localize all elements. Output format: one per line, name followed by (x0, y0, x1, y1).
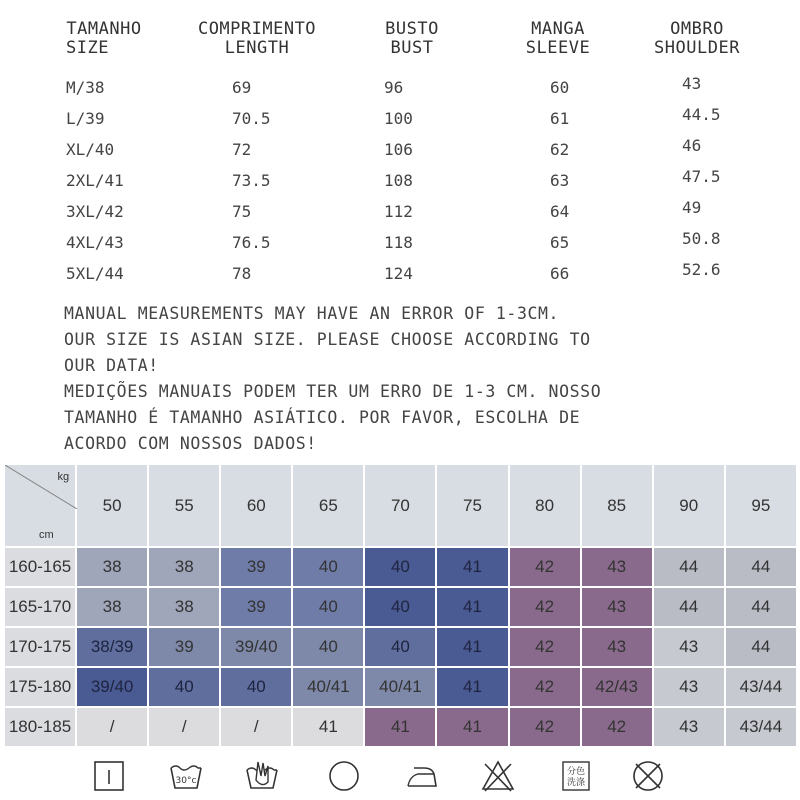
hand-wash-icon (92, 758, 128, 794)
size-cell: 41 (436, 587, 508, 627)
size-chart-cell: 69 (232, 78, 252, 97)
size-cell: 40 (292, 547, 364, 587)
height-row (4, 627, 797, 667)
size-cell: 40/41 (292, 667, 364, 707)
corner-cell (4, 464, 76, 547)
size-cell: 40 (364, 627, 436, 667)
size-chart-cell: 2XL/41 (66, 171, 124, 190)
size-cell: 43 (653, 627, 725, 667)
size-chart-cell: XL/40 (66, 140, 115, 159)
size-chart-cell: 50.8 (682, 229, 721, 248)
size-cell: 40/41 (364, 667, 436, 707)
size-chart-cell: 76.5 (232, 233, 271, 252)
size-cell: 40 (220, 667, 292, 707)
size-cell: 40 (364, 587, 436, 627)
tumble-dry-icon (326, 758, 362, 794)
size-cell: 43 (581, 547, 653, 587)
size-cell: 42 (509, 667, 581, 707)
size-cell: / (76, 707, 148, 747)
size-cell: 38 (76, 547, 148, 587)
hand-wash-tub-icon (244, 758, 280, 794)
size-cell: 44 (653, 547, 725, 587)
care-icons-bar (0, 752, 800, 800)
header-bust-en: BUST (390, 38, 434, 58)
size-cell: 39/40 (76, 667, 148, 707)
size-cell: 38/39 (76, 627, 148, 667)
size-cell: 41 (436, 707, 508, 747)
size-cell: 42 (509, 627, 581, 667)
header-shoulder (632, 20, 762, 58)
size-cell: 40 (364, 547, 436, 587)
separate-wash-line2: 洗涤 (566, 778, 586, 788)
weight-header-cell: 90 (653, 464, 725, 547)
size-cell: 38 (148, 587, 220, 627)
note-line-5: TAMANHO É TAMANHO ASIÁTICO. POR FAVOR, ESCOLHA DE (64, 408, 581, 427)
size-cell: 42 (509, 587, 581, 627)
size-cell: 42 (509, 547, 581, 587)
size-cell: 43/44 (725, 667, 797, 707)
size-cell: 41 (436, 547, 508, 587)
weight-height-grid (3, 463, 798, 748)
size-chart-cell: M/38 (66, 78, 105, 97)
size-cell: 40 (292, 627, 364, 667)
size-chart-cell: 60 (550, 78, 570, 97)
size-chart-cell: 44.5 (682, 105, 721, 124)
weight-header-cell: 55 (148, 464, 220, 547)
height-row (4, 707, 797, 747)
weight-header-cell: 85 (581, 464, 653, 547)
size-chart-cell: 3XL/42 (66, 202, 124, 221)
size-cell: / (148, 707, 220, 747)
wash-30c-icon (168, 758, 204, 794)
size-cell: 42/43 (581, 667, 653, 707)
size-chart-cell: 96 (384, 78, 404, 97)
weight-header-cell: 80 (509, 464, 581, 547)
header-sleeve (508, 20, 608, 58)
size-cell: 40 (148, 667, 220, 707)
size-chart-cell: 46 (682, 136, 702, 155)
size-cell: 43 (581, 587, 653, 627)
size-cell: 39 (220, 587, 292, 627)
weight-header-cell: 95 (725, 464, 797, 547)
size-cell: / (220, 707, 292, 747)
size-cell: 43 (653, 707, 725, 747)
height-row (4, 547, 797, 587)
weight-header-cell: 70 (364, 464, 436, 547)
header-size-en: SIZE (66, 38, 109, 58)
size-chart-cell: 78 (232, 264, 252, 283)
size-cell: 44 (653, 587, 725, 627)
size-chart-cell: L/39 (66, 109, 105, 128)
size-chart-cell: 70.5 (232, 109, 271, 128)
header-shoulder-pt: OMBRO (670, 19, 724, 39)
size-cell: 43 (653, 667, 725, 707)
size-chart-cell: 108 (384, 171, 413, 190)
size-cell: 44 (725, 547, 797, 587)
size-cell: 41 (364, 707, 436, 747)
size-chart-cell: 66 (550, 264, 570, 283)
header-sleeve-en: SLEEVE (525, 38, 591, 58)
size-chart-cell: 49 (682, 198, 702, 217)
note-line-2: OUR SIZE IS ASIAN SIZE. PLEASE CHOOSE ACCORDING TO (64, 330, 591, 349)
height-label: 180-185 (4, 707, 76, 747)
header-size-pt: TAMANHO (66, 19, 142, 39)
size-cell: 38 (76, 587, 148, 627)
size-cell: 42 (509, 707, 581, 747)
size-chart-cell: 64 (550, 202, 570, 221)
size-chart-cell: 118 (384, 233, 413, 252)
size-chart-cell: 112 (384, 202, 413, 221)
size-cell: 43 (581, 627, 653, 667)
size-chart-cell: 4XL/43 (66, 233, 124, 252)
separate-wash-icon (558, 758, 594, 794)
size-chart-cell: 65 (550, 233, 570, 252)
size-chart-cell: 47.5 (682, 167, 721, 186)
note-line-3: OUR DATA! (64, 356, 159, 375)
height-label: 175-180 (4, 667, 76, 707)
corner-kg-label: kg (57, 471, 70, 483)
header-bust (372, 20, 452, 58)
no-bleach-icon (480, 758, 516, 794)
size-chart-cell: 100 (384, 109, 413, 128)
size-chart-cell: 43 (682, 74, 702, 93)
size-chart-cell: 61 (550, 109, 570, 128)
height-row (4, 587, 797, 627)
size-cell: 43/44 (725, 707, 797, 747)
size-chart-cell: 124 (384, 264, 413, 283)
header-length-en: LENGTH (224, 38, 290, 58)
header-length-pt: COMPRIMENTO (197, 19, 317, 39)
size-chart-cell: 62 (550, 140, 570, 159)
size-cell: 39 (220, 547, 292, 587)
header-size (46, 20, 162, 58)
size-cell: 42 (581, 707, 653, 747)
size-cell: 40 (292, 587, 364, 627)
wash-temp-label: 30°c (175, 776, 197, 786)
weight-header-cell: 60 (220, 464, 292, 547)
size-cell: 41 (292, 707, 364, 747)
size-cell: 44 (725, 627, 797, 667)
size-recommendation-table (3, 463, 798, 748)
weight-header-cell: 75 (436, 464, 508, 547)
header-shoulder-en: SHOULDER (654, 38, 740, 58)
size-chart-cell: 72 (232, 140, 252, 159)
size-chart-cell: 52.6 (682, 260, 721, 279)
corner-cm-label: cm (39, 529, 54, 542)
weight-header-row (4, 464, 797, 547)
weight-header-cell: 50 (76, 464, 148, 547)
note-line-4: MEDIÇÕES MANUAIS PODEM TER UM ERRO DE 1-3 CM. NOSSO (64, 382, 602, 401)
size-cell: 41 (436, 627, 508, 667)
header-length (172, 20, 342, 58)
size-cell: 44 (725, 587, 797, 627)
height-label: 165-170 (4, 587, 76, 627)
size-cell: 38 (148, 547, 220, 587)
size-chart-cell: 5XL/44 (66, 264, 124, 283)
weight-header-cell: 65 (292, 464, 364, 547)
size-chart-cell: 75 (232, 202, 252, 221)
iron-icon (404, 758, 440, 794)
size-chart-cell: 106 (384, 140, 413, 159)
size-cell: 41 (436, 667, 508, 707)
note-line-1: MANUAL MEASUREMENTS MAY HAVE AN ERROR OF 1-3CM. (64, 304, 560, 323)
size-cell: 39/40 (220, 627, 292, 667)
height-row (4, 667, 797, 707)
separate-wash-line1: 分色 (566, 767, 586, 777)
header-sleeve-pt: MANGA (531, 19, 585, 39)
size-chart-cell: 63 (550, 171, 570, 190)
height-label: 170-175 (4, 627, 76, 667)
note-line-6: ACORDO COM NOSSOS DADOS! (64, 434, 317, 453)
header-bust-pt: BUSTO (385, 19, 439, 39)
height-label: 160-165 (4, 547, 76, 587)
size-cell: 39 (148, 627, 220, 667)
no-dry-clean-icon (630, 758, 666, 794)
size-chart-cell: 73.5 (232, 171, 271, 190)
